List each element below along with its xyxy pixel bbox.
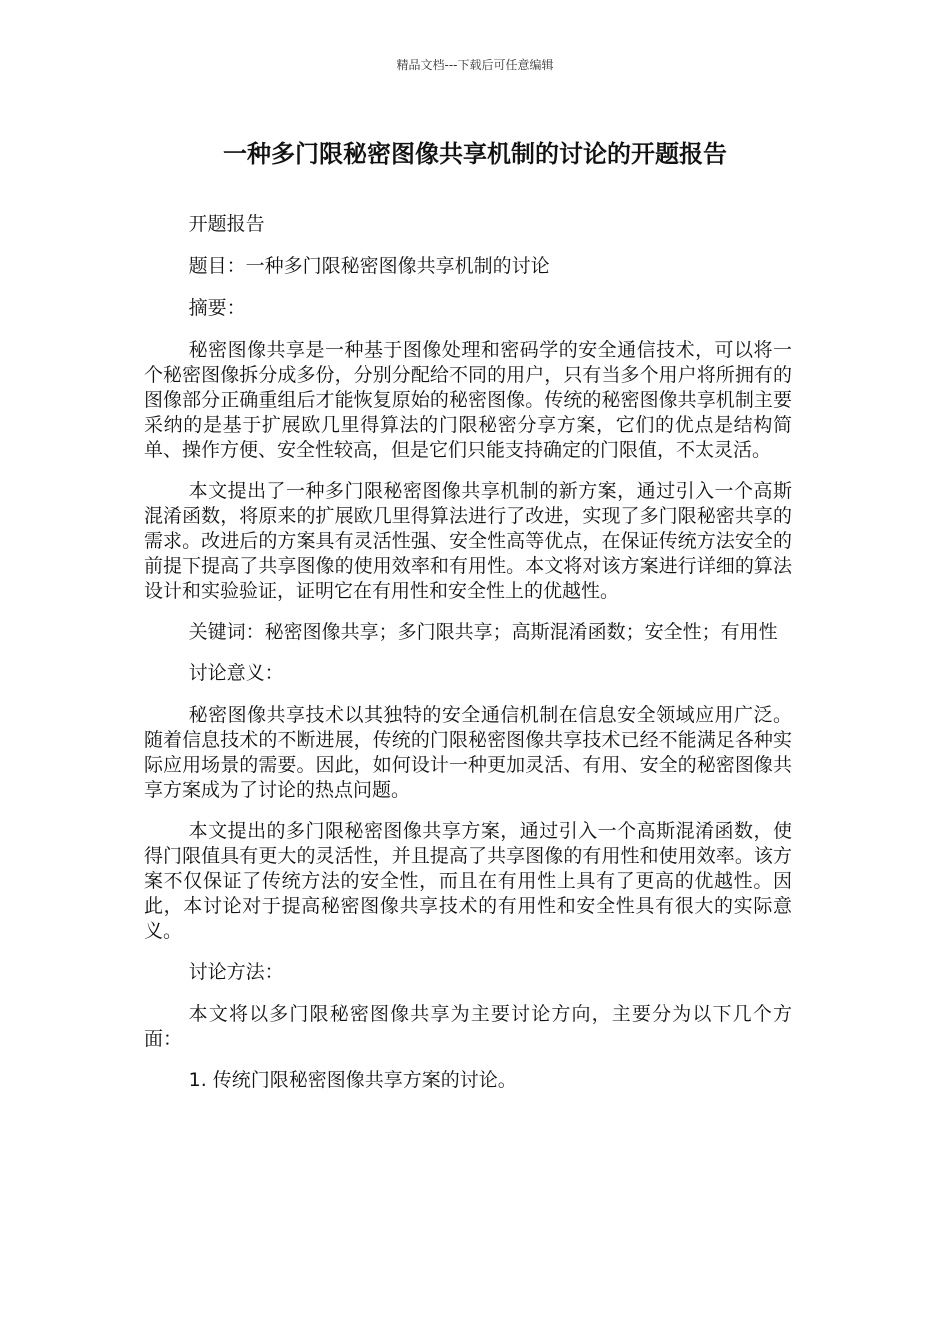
section-label-report: 开题报告 (188, 213, 265, 235)
section-label-significance: 讨论意义： (188, 662, 284, 684)
topic-line: 题目：一种多门限秘密图像共享机制的讨论 (188, 255, 550, 277)
section-label-abstract: 摘要： (188, 297, 246, 319)
page-header: 精品文档---下载后可任意编辑 (396, 58, 554, 72)
method-paragraph: 本文将以多门限秘密图像共享为主要讨论方向，主要分为以下几个方面： (144, 1003, 792, 1050)
keywords-line: 关键词：秘密图像共享；多门限共享；高斯混淆函数；安全性；有用性 (188, 621, 778, 643)
significance-paragraph-1: 秘密图像共享技术以其独特的安全通信机制在信息安全领域应用广泛。随着信息技术的不断进展，传统的门限秘密图像共享技术已经不能满足各种实际应用场景的需要。因此，如何设计一种更加灵活、有用、安全的秘密图像共享方案成为了讨论的热点问题。 (144, 704, 792, 801)
document-title: 一种多门限秘密图像共享机制的讨论的开题报告 (223, 140, 727, 168)
abstract-paragraph-1: 秘密图像共享是一种基于图像处理和密码学的安全通信技术，可以将一个秘密图像拆分成多份，分别分配给不同的用户，只有当多个用户将所拥有的图像部分正确重组后才能恢复原始的秘密图像。传统的秘密图像共享机制主要采纳的是基于扩展欧几里得算法的门限秘密分享方案，它们的优点是结构简单、操作方便、安全性较高，但是它们只能支持确定的门限值，不太灵活。 (144, 339, 792, 461)
section-label-method: 讨论方法： (188, 961, 284, 983)
significance-paragraph-2: 本文提出的多门限秘密图像共享方案，通过引入一个高斯混淆函数，使得门限值具有更大的灵活性，并且提高了共享图像的有用性和使用效率。该方案不仅保证了传统方法的安全性，而且在有用性上具有了更高的优越性。因此，本讨论对于提高秘密图像共享技术的有用性和安全性具有很大的实际意义。 (144, 820, 792, 942)
abstract-paragraph-2: 本文提出了一种多门限秘密图像共享机制的新方案，通过引入一个高斯混淆函数，将原来的扩展欧几里得算法进行了改进，实现了多门限秘密共享的需求。改进后的方案具有灵活性强、安全性高等优点，在保证传统方法安全的前提下提高了共享图像的使用效率和有用性。本文将对该方案进行详细的算法设计和实验验证，证明它在有用性和安全性上的优越性。 (144, 480, 792, 602)
method-list-item-1: 1. 传统门限秘密图像共享方案的讨论。 (188, 1069, 517, 1091)
document-body (144, 212, 792, 1109)
